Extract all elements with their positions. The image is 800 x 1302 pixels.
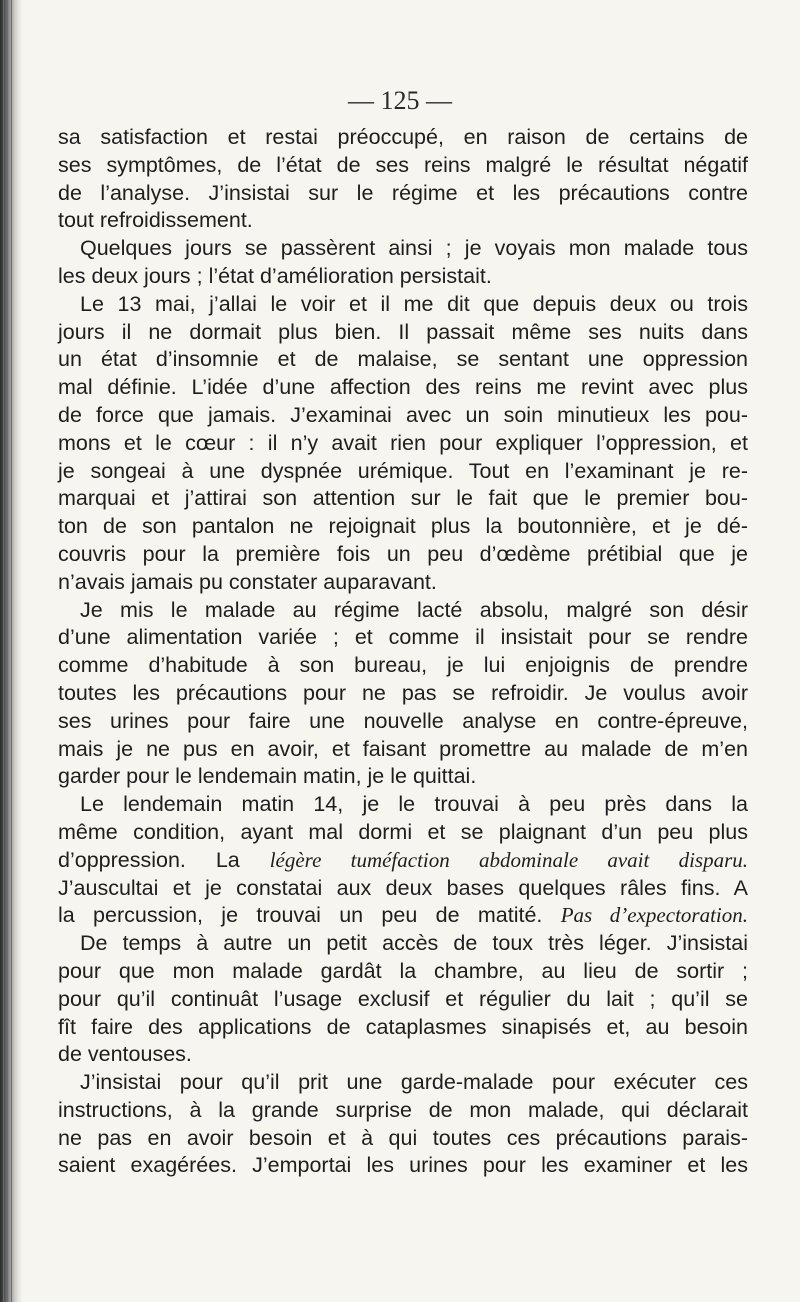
text-line: J’insistai pour qu’il prit une garde-malade pour exécuter ces: [80, 1070, 748, 1095]
body-text: [58, 124, 748, 1180]
text-line: pour qu’il continuât l’usage exclusif et régulier du lait ; qu’il se: [58, 986, 748, 1011]
text-line: comme d’habitude à son bureau, je lui enjoignis de prendre: [58, 653, 748, 678]
text-line: Le lendemain matin 14, je le trouvai à peu près dans la: [80, 792, 748, 817]
text-line: garder pour le lendemain matin, je le quittai.: [58, 764, 477, 789]
italic-text: légère tuméfaction abdominale avait disparu.: [269, 847, 748, 872]
text-line: marquai et j’attirai son attention sur le fait que le premier bou-: [58, 486, 748, 511]
italic-text: Pas d’expectoration.: [560, 903, 748, 928]
text-line: ne pas en avoir besoin et à qui toutes ces précautions parais-: [58, 1125, 748, 1150]
text-line: même condition, ayant mal dormi et se plaignant d’un peu plus: [58, 819, 748, 844]
text-segment: d’oppression. La: [58, 847, 270, 872]
text-line: ses urines pour faire une nouvelle analyse en contre-épreuve,: [58, 708, 748, 733]
text-line: ton de son pantalon ne rejoignait plus la boutonnière, et je dé-: [58, 514, 748, 539]
text-line: Le 13 mai, j’allai le voir et il me dit que depuis deux ou trois: [80, 291, 748, 316]
text-line: J’auscultai et je constatai aux deux bases quelques râles fins. A: [58, 875, 748, 900]
text-line: De temps à autre un petit accès de toux très léger. J’insistai: [80, 931, 748, 956]
page-number: — 125 —: [348, 86, 452, 115]
text-line: je songeai à une dyspnée urémique. Tout en l’examinant je re-: [58, 458, 748, 483]
text-line: couvris pour la première fois un peu d’œdème prétibial que je: [58, 541, 748, 566]
text-line: [58, 847, 748, 875]
text-line: saient exagérées. J’emportai les urines pour les examiner et les: [58, 1153, 748, 1178]
page-edge-line: [7, 0, 8, 1302]
text-line: sa satisfaction et restai préoccupé, en raison de certains de: [58, 125, 748, 149]
text-line: un état d’insomnie et de malaise, se sentant une oppression: [58, 347, 748, 372]
text-line: de ventouses.: [58, 1042, 192, 1067]
text-line: instructions, à la grande surprise de mon malade, qui déclarait: [58, 1097, 748, 1122]
text-line: ses symptômes, de l’état de ses reins malgré le résultat négatif: [58, 152, 748, 177]
text-line: fît faire des applications de cataplasmes sinapisés et, au besoin: [58, 1014, 748, 1039]
text-segment: la percussion, je trouvai un peu de matité.: [58, 903, 561, 928]
text-line: d’une alimentation variée ; et comme il insistait pour se rendre: [58, 625, 748, 650]
text-line: Je mis le malade au régime lacté absolu, malgré son désir: [80, 597, 748, 622]
text-line: [58, 902, 748, 930]
text-line: mons et le cœur : il n’y avait rien pour expliquer l’oppression, et: [58, 430, 748, 455]
text-line: tout refroidissement.: [58, 208, 253, 233]
text-line: jours il ne dormait plus bien. Il passait même ses nuits dans: [58, 319, 748, 344]
page-edge-line: [11, 0, 12, 1302]
text-line: pour que mon malade gardât la chambre, au lieu de sortir ;: [58, 958, 748, 983]
text-line: mais je ne pus en avoir, et faisant promettre au malade de m’en: [58, 736, 748, 761]
text-line: les deux jours ; l’état d’amélioration persistait.: [58, 263, 492, 288]
text-line: de l’analyse. J’insistai sur le régime et les précautions contre: [58, 180, 748, 205]
text-line: mal définie. L’idée d’une affection des reins me revint avec plus: [58, 375, 748, 400]
page-edge-line: [3, 0, 4, 1302]
text-line: Quelques jours se passèrent ainsi ; je voyais mon malade tous: [80, 236, 748, 261]
text-line: n’avais jamais pu constater auparavant.: [58, 569, 437, 594]
text-line: de force que jamais. J’examinai avec un soin minutieux les pou-: [58, 402, 748, 427]
text-line: toutes les précautions pour ne pas se refroidir. Je voulus avoir: [58, 680, 748, 705]
